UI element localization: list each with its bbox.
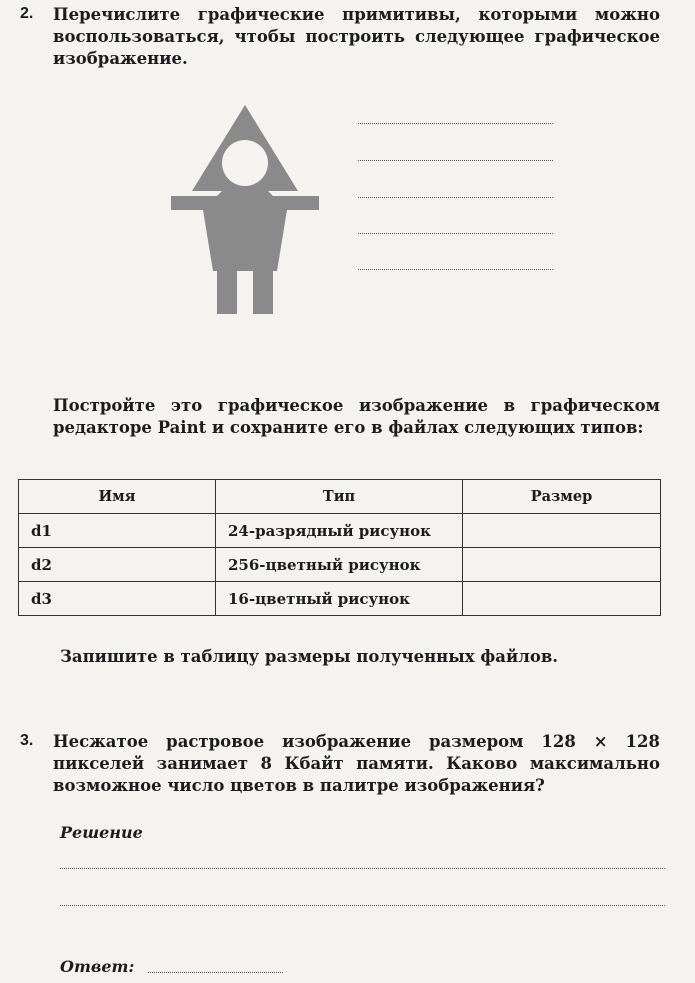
cell-type: 16-цветный рисунок	[216, 582, 463, 616]
figure-body-trapezoid	[203, 191, 287, 271]
cell-size[interactable]	[463, 514, 661, 548]
figure-right-leg	[253, 271, 273, 314]
cell-size[interactable]	[463, 582, 661, 616]
answer-line-4[interactable]	[358, 233, 553, 234]
header-name: Имя	[19, 480, 216, 514]
answer-label: Ответ:	[60, 957, 135, 976]
table-row	[19, 582, 661, 616]
cell-type: 256-цветный рисунок	[216, 548, 463, 582]
cell-name: d3	[19, 582, 216, 616]
table-header-row	[19, 480, 661, 514]
solution-label: Решение	[60, 823, 143, 842]
solution-line-2[interactable]	[60, 905, 665, 906]
task-3-number: 3.	[20, 732, 34, 749]
cell-name: d2	[19, 548, 216, 582]
task-3-text: Несжатое растровое изображение размером 128 × 128 пикселей занимает 8 Кбайт памяти. Каково максимально возможное число цветов в палитре изображения?	[53, 732, 660, 795]
file-size-table	[18, 479, 661, 616]
solution-line-1[interactable]	[60, 868, 665, 869]
answer-line-1[interactable]	[358, 123, 553, 124]
table-row	[19, 514, 661, 548]
figure-left-leg	[217, 271, 237, 314]
cell-type: 24-разрядный рисунок	[216, 514, 463, 548]
primitive-figure	[165, 100, 325, 320]
cell-size[interactable]	[463, 548, 661, 582]
answer-line-5[interactable]	[358, 269, 553, 270]
cell-name: d1	[19, 514, 216, 548]
figure-circle	[222, 140, 268, 186]
task-2-number: 2.	[20, 5, 34, 22]
task-2-instruction: Постройте это графическое изображение в графическом редакторе Paint и сохраните его в файлах следующих типов:	[53, 396, 660, 437]
task-2-text: Перечислите графические примитивы, которыми можно воспользоваться, чтобы построить следующее графическое изображение.	[53, 5, 660, 68]
answer-line-2[interactable]	[358, 160, 553, 161]
header-type: Тип	[216, 480, 463, 514]
table-row	[19, 548, 661, 582]
task-2-footer: Запишите в таблицу размеры полученных файлов.	[60, 647, 559, 666]
header-size: Размер	[463, 480, 661, 514]
answer-input-line[interactable]	[148, 972, 283, 973]
answer-line-3[interactable]	[358, 197, 553, 198]
